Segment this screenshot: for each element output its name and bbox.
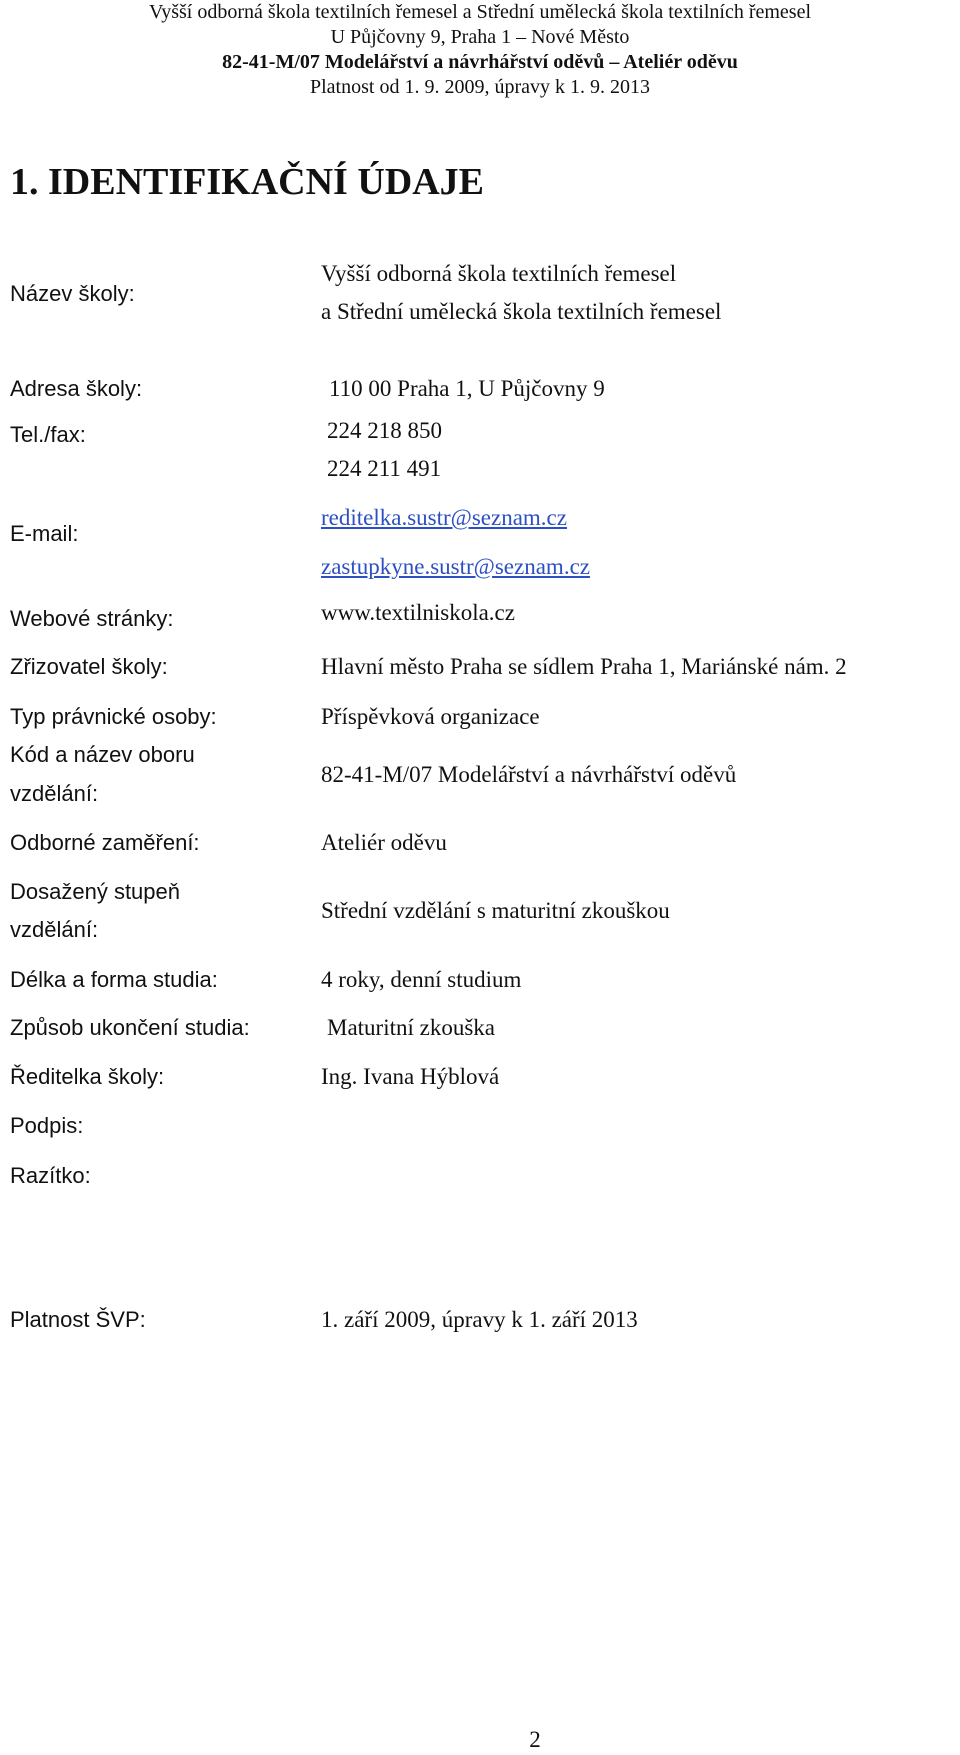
- value-reditelka: Ing. Ivana Hýblová: [321, 1064, 500, 1089]
- value-delka: 4 roky, denní studium: [321, 967, 522, 992]
- header-program: 82-41-M/07 Modelářství a návrhářství oděvů – Ateliér oděvu: [222, 51, 738, 73]
- label-podpis: Podpis:: [10, 1113, 84, 1138]
- label-zrizovatel: Zřizovatel školy:: [10, 654, 168, 679]
- label-nazev-skoly: Název školy:: [10, 281, 135, 306]
- value-platnost-svp: 1. září 2009, úpravy k 1. září 2013: [321, 1307, 638, 1332]
- value-obor: 82-41-M/07 Modelářství a návrhářství oděvů: [321, 762, 737, 787]
- value-tel-1: 224 218 850: [327, 418, 442, 443]
- header-validity: Platnost od 1. 9. 2009, úpravy k 1. 9. 2013: [310, 76, 650, 98]
- value-tel-2: 224 211 491: [327, 456, 442, 481]
- label-razitko: Razítko:: [10, 1163, 91, 1188]
- label-reditelka: Ředitelka školy:: [10, 1064, 165, 1089]
- label-obor-1: Kód a název oboru: [10, 742, 195, 767]
- label-obor-2: vzdělání:: [10, 781, 99, 806]
- value-stupen: Střední vzdělání s maturitní zkouškou: [321, 898, 670, 923]
- label-stupen-2: vzdělání:: [10, 917, 99, 942]
- label-adresa: Adresa školy:: [10, 376, 143, 401]
- email-link-zastupkyne[interactable]: zastupkyne.sustr@seznam.cz: [321, 554, 590, 579]
- label-web: Webové stránky:: [10, 606, 174, 631]
- label-stupen-1: Dosažený stupeň: [10, 879, 180, 904]
- section-title: 1. IDENTIFIKAČNÍ ÚDAJE: [10, 161, 484, 203]
- email-link-reditelka[interactable]: reditelka.sustr@seznam.cz: [321, 505, 567, 530]
- value-zamereni: Ateliér oděvu: [321, 830, 447, 855]
- value-nazev-skoly-2: a Střední umělecká škola textilních řemesel: [321, 299, 722, 324]
- label-zamereni: Odborné zaměření:: [10, 830, 200, 855]
- label-typ: Typ právnické osoby:: [10, 704, 217, 729]
- value-adresa: 110 00 Praha 1, U Půjčovny 9: [329, 376, 605, 401]
- value-zrizovatel: Hlavní město Praha se sídlem Praha 1, Mariánské nám. 2: [321, 654, 847, 679]
- value-ukonceni: Maturitní zkouška: [327, 1015, 495, 1040]
- label-platnost-svp: Platnost ŠVP:: [10, 1307, 146, 1332]
- page-number: 2: [529, 1727, 541, 1752]
- label-ukonceni: Způsob ukončení studia:: [10, 1015, 250, 1040]
- label-telfax: Tel./fax:: [10, 422, 86, 447]
- label-email: E-mail:: [10, 521, 79, 546]
- label-delka: Délka a forma studia:: [10, 967, 218, 992]
- value-typ: Příspěvková organizace: [321, 704, 540, 729]
- value-web: www.textilniskola.cz: [321, 600, 515, 625]
- header-address: U Půjčovny 9, Praha 1 – Nové Město: [330, 26, 630, 48]
- header-school-name: Vyšší odborná škola textilních řemesel a Střední umělecká škola textilních řemesel: [148, 1, 812, 23]
- value-nazev-skoly-1: Vyšší odborná škola textilních řemesel: [321, 261, 677, 286]
